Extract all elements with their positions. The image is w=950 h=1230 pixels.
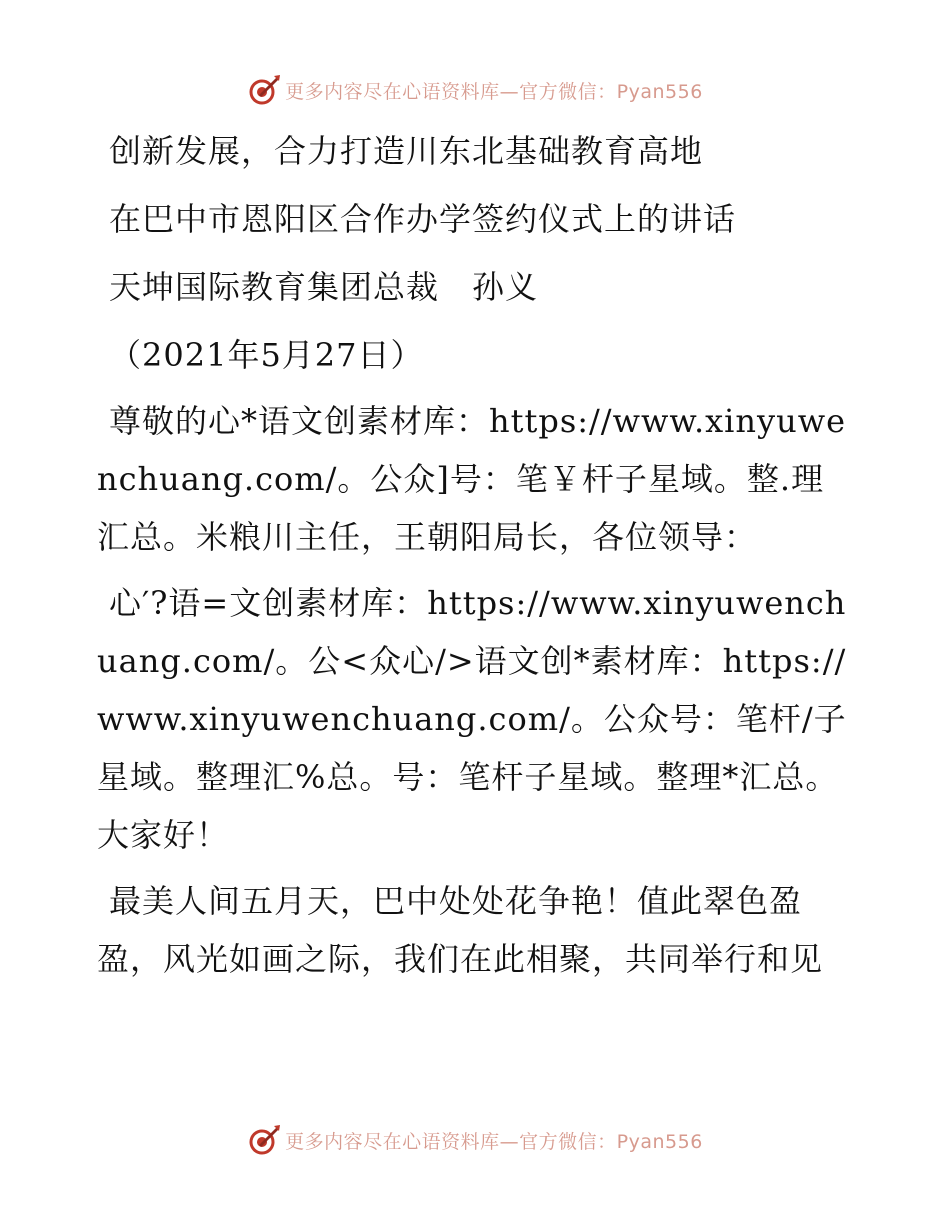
document-date: （2021年5月27日） — [109, 336, 424, 374]
document-author: 天坤国际教育集团总裁 孙义 — [109, 268, 539, 306]
paragraph-body: 最美人间五月天，巴中处处花争艳！值此翠色盈盈，风光如画之际，我们在此相聚，共同举行和见 — [97, 882, 824, 978]
banner-text: 更多内容尽在心语资料库—官方微信：Pyan556 — [285, 80, 703, 103]
header-banner — [0, 72, 950, 108]
banner-text: 更多内容尽在心语资料库—官方微信：Pyan556 — [285, 1130, 703, 1153]
paragraph-salutation: 心′?语=文创素材库：https://www.xinyuwenchuang.com/。公<众心/>语文创*素材库：https://www.xinyuwenchuang.com/。公众号：笔杆/子星域。整理汇%总。号：笔杆子星域。整理*汇总。大家好！ — [97, 584, 847, 854]
quill-pen-logo-icon — [247, 73, 281, 107]
document-title: 创新发展，合力打造川东北基础教育高地 — [109, 132, 704, 170]
footer-banner — [0, 1122, 950, 1158]
quill-pen-logo-icon — [247, 1123, 281, 1157]
document-body — [97, 122, 857, 988]
paragraph-greeting: 尊敬的心*语文创素材库：https://www.xinyuwenchuang.com/。公众]号：笔￥杆子星域。整.理汇总。米粮川主任，王朝阳局长，各位领导： — [97, 402, 847, 556]
document-subtitle: 在巴中市恩阳区合作办学签约仪式上的讲话 — [109, 200, 737, 238]
